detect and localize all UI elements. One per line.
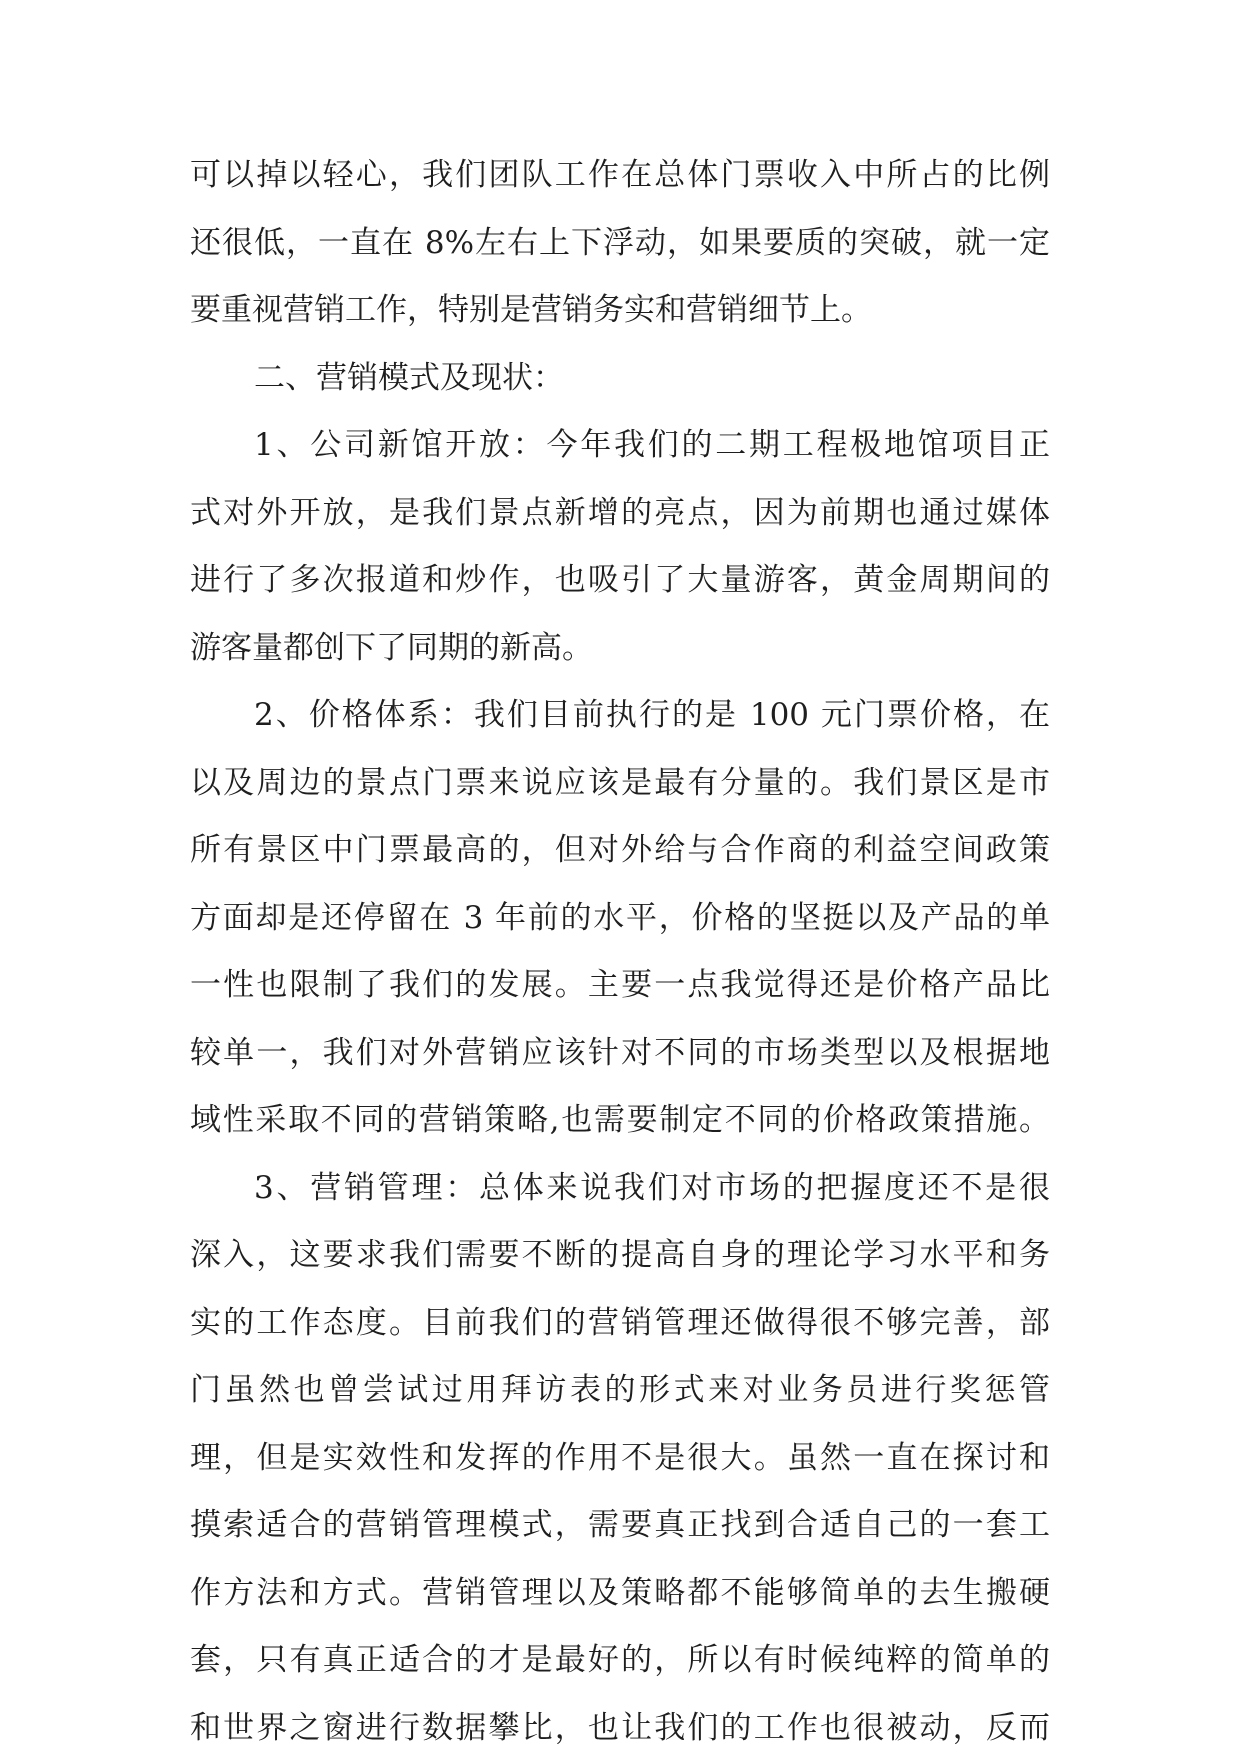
text-line: 方面却是还停留在 3 年前的水平，价格的坚挺以及产品的单	[190, 885, 1050, 953]
text-line: 还很低，一直在 8%左右上下浮动，如果要质的突破，就一定	[190, 210, 1050, 278]
text-line: 实的工作态度。目前我们的营销管理还做得很不够完善，部	[190, 1290, 1050, 1358]
text-line: 域性采取不同的营销策略,也需要制定不同的价格政策措施。	[190, 1087, 1050, 1155]
text-line: 和世界之窗进行数据攀比，也让我们的工作也很被动，反而	[190, 1695, 1050, 1762]
text-line: 作方法和方式。营销管理以及策略都不能够简单的去生搬硬	[190, 1560, 1050, 1628]
text-line: 可以掉以轻心，我们团队工作在总体门票收入中所占的比例	[190, 142, 1050, 210]
section-heading: 二、营销模式及现状：	[190, 345, 1050, 413]
text-line: 式对外开放，是我们景点新增的亮点，因为前期也通过媒体	[190, 480, 1050, 548]
text-line: 深入，这要求我们需要不断的提高自身的理论学习水平和务	[190, 1222, 1050, 1290]
text-line: 1、公司新馆开放：今年我们的二期工程极地馆项目正	[190, 412, 1050, 480]
document-body	[190, 142, 1050, 1762]
text-line: 以及周边的景点门票来说应该是最有分量的。我们景区是市	[190, 750, 1050, 818]
text-line: 2、价格体系：我们目前执行的是 100 元门票价格，在	[190, 682, 1050, 750]
text-line: 一性也限制了我们的发展。主要一点我觉得还是价格产品比	[190, 952, 1050, 1020]
text-line: 所有景区中门票最高的，但对外给与合作商的利益空间政策	[190, 817, 1050, 885]
text-line: 进行了多次报道和炒作，也吸引了大量游客，黄金周期间的	[190, 547, 1050, 615]
text-line: 门虽然也曾尝试过用拜访表的形式来对业务员进行奖惩管	[190, 1357, 1050, 1425]
text-line: 套，只有真正适合的才是最好的，所以有时候纯粹的简单的	[190, 1627, 1050, 1695]
text-line: 较单一，我们对外营销应该针对不同的市场类型以及根据地	[190, 1020, 1050, 1088]
text-line: 3、营销管理：总体来说我们对市场的把握度还不是很	[190, 1155, 1050, 1223]
text-line: 要重视营销工作，特别是营销务实和营销细节上。	[190, 277, 1050, 345]
text-line: 游客量都创下了同期的新高。	[190, 615, 1050, 683]
text-line: 摸索适合的营销管理模式，需要真正找到合适自己的一套工	[190, 1492, 1050, 1560]
text-line: 理，但是实效性和发挥的作用不是很大。虽然一直在探讨和	[190, 1425, 1050, 1493]
